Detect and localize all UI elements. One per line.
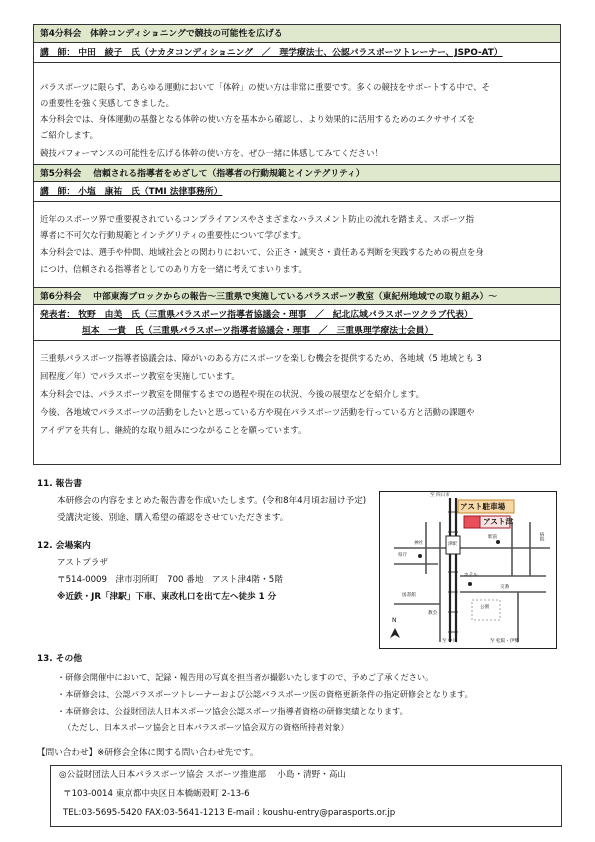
session-5-lecturer: 講 師： 小塩 康祐 氏（TMI 法律事務所）	[40, 187, 223, 197]
map-label-hospital: 病院	[539, 532, 544, 542]
session-5-line: 本分科会では、選手や仲間、地域社会との関わりにおいて、公正さ・誠実さ・責任ある判断を実践するための視点を身	[40, 247, 484, 257]
map-label-matsusaka: 至 松阪・伊勢	[490, 639, 520, 644]
other-line: （ただし、日本スポーツ協会と日本パラスポーツ協会双方の資格所持者対象）	[63, 722, 349, 732]
session-6-line: 三重県パラスポーツ指導者協議会は、障がいのある方にスポーツを楽しむ機会を提供するため、各地域（5 地域とも 3	[40, 353, 482, 363]
map-label-shrine: 神社	[414, 541, 424, 546]
report-line: 本研修会の内容をまとめた報告書を作成いたします。(令和8年4月頃お届け予定)	[57, 496, 367, 506]
session-5-title: 第5分科会 信頼される指導者をめざして（指導者の行動規範とインテグリティ）	[40, 169, 365, 179]
session-5-lecturer-row	[34, 182, 560, 202]
map-label-park: 公園	[480, 605, 490, 610]
map-graphic	[380, 492, 556, 648]
session-6-line: 本分科会では、パラスポーツ教室を開催するまでの過程や現在の状況、今後の展望などを紹介します。	[40, 389, 424, 399]
session-4-line: の重要性を強く実感してきました。	[40, 98, 174, 108]
contact-tel-line: TEL:03-5695-5420 FAX:03-5641-1213 E-mail : koushu-entry@parasports.or.jp	[63, 808, 396, 818]
map-label-police: 交番	[500, 585, 510, 590]
session-4-line: 競技パフォーマンスの可能性を広げる体幹の使い方を、ぜひ一緒に体感してみてください！	[40, 148, 383, 158]
report-title: 11. 報告書	[37, 479, 83, 489]
session-4-line: 本分科会では、身体運動の基盤となる体幹の使い方を基本から確認し、より効果的に活用するためのエクササイズを	[40, 114, 475, 124]
session-4-lecturer-row	[34, 43, 560, 63]
venue-name: アストプラザ	[57, 558, 108, 568]
session-6-lecturer-1: 発表者： 牧野 由美 氏（三重県パラスポーツ指導者協議会・理事 ／ 紀北広域パラスポーツクラブ代表）	[40, 310, 473, 320]
other-line: ・研修会開催中において、記録・報告用の写真を担当者が撮影いたしますので、予めご了承ください。	[57, 672, 434, 682]
contact-heading: 【問い合わせ】※研修会全体に関する問い合わせ先です。	[37, 748, 259, 758]
session-6-lecturer-row	[34, 305, 560, 341]
session-4-lecturer: 講 師： 中田 綾子 氏（ナカタコンディショニング ／ 理学療法士、公認パラスポーツトレーナー、JSPO-AT）	[40, 48, 503, 58]
map-label-city-office: 県庁	[398, 553, 408, 558]
session-5-line: につけ、信頼される指導者としてのあり方を一緒に考えてまいります。	[40, 264, 307, 274]
map-label-station: 津駅	[448, 542, 457, 547]
session-6-lecturer-2: 垣本 一貴 氏（三重県パラスポーツ指導者協議会・理事 ／ 三重県理学療法士会員）	[82, 326, 434, 336]
session-6-header	[34, 287, 560, 305]
session-6-line: 回程度／年）でパラスポーツ教室を実施しています。	[40, 371, 240, 381]
session-4-line: ご紹介します。	[40, 130, 98, 140]
north-arrow-icon	[390, 628, 400, 638]
building-marker	[464, 516, 480, 528]
session-5-header	[34, 164, 560, 182]
sessions-table	[33, 24, 561, 465]
session-6-title: 第6分科会 中部東海ブロックからの報告～三重県で実施しているパラスポーツ教室（東紀州地域での取り組み）～	[40, 292, 498, 302]
contact-box	[50, 765, 562, 827]
venue-access: ※近鉄・JR「津駅」下車、東改札口を出て左へ徒歩 1 分	[57, 592, 277, 602]
contact-address: 〒103-0014 東京都中央区日本橋蛎殻町 2-13-6	[63, 789, 250, 799]
map-label-church: 教会	[428, 611, 438, 616]
map-north-label: N	[392, 617, 397, 624]
session-5-line: 導者に不可欠な行動規範とインテグリティの重要性について学びます。	[40, 230, 306, 240]
other-line: ・本研修会は、公認パラスポーツトレーナーおよび公認パラスポーツ医の資格更新条件の指定研修会となります。	[57, 689, 473, 699]
session-5-line: 近年のスポーツ界で重要視されているコンプライアンスやさまざまなハラスメント防止の流れを踏まえ、スポーツ指	[40, 214, 474, 224]
session-4-line: パラスポーツに限らず、あらゆる運動において「体幹」の使い方は非常に重要です。多くの競技をサポートする中で、そ	[40, 82, 490, 92]
other-line: ・本研修会は、公益財団法人日本スポーツ協会公認スポーツ指導者資格の研修実績となります。	[57, 706, 408, 716]
map-label-yokkaichi: 至 四日市	[430, 493, 450, 498]
session-6-line: 今後、各地域でパラスポーツの活動をしたいと思っている方や現在パラスポーツ活動を行っている方と活動の課題や	[40, 407, 475, 417]
map-parking-label: アスト駐車場	[460, 502, 506, 511]
other-title: 13. その他	[37, 654, 83, 664]
map-label-ekimae: 駅前	[488, 535, 498, 540]
session-4-title: 第4分科会 体幹コンディショニングで競技の可能性を広げる	[40, 29, 283, 39]
venue-title: 12. 会場案内	[37, 541, 91, 551]
venue-map	[379, 491, 557, 649]
map-building-label: アスト津	[483, 517, 514, 526]
session-6-line: アイデアを共有し、継続的な取り組みにつながることを願っています。	[40, 425, 307, 435]
session-4-header	[34, 25, 560, 43]
contact-org: ◎公益財団法人日本パラスポーツ協会 スポーツ推進部 小島・清野・高山	[59, 770, 347, 780]
map-label-nakagawa: 至 中川	[442, 639, 458, 644]
venue-address: 〒514-0009 津市羽所町 700 番地 アスト津4階・5階	[57, 575, 283, 585]
map-label-library: 図書館	[402, 593, 416, 598]
map-label-hotel: ホテル	[464, 573, 478, 578]
report-line: 受講決定後、別途、購入希望の確認をさせていただきます。	[57, 513, 289, 523]
